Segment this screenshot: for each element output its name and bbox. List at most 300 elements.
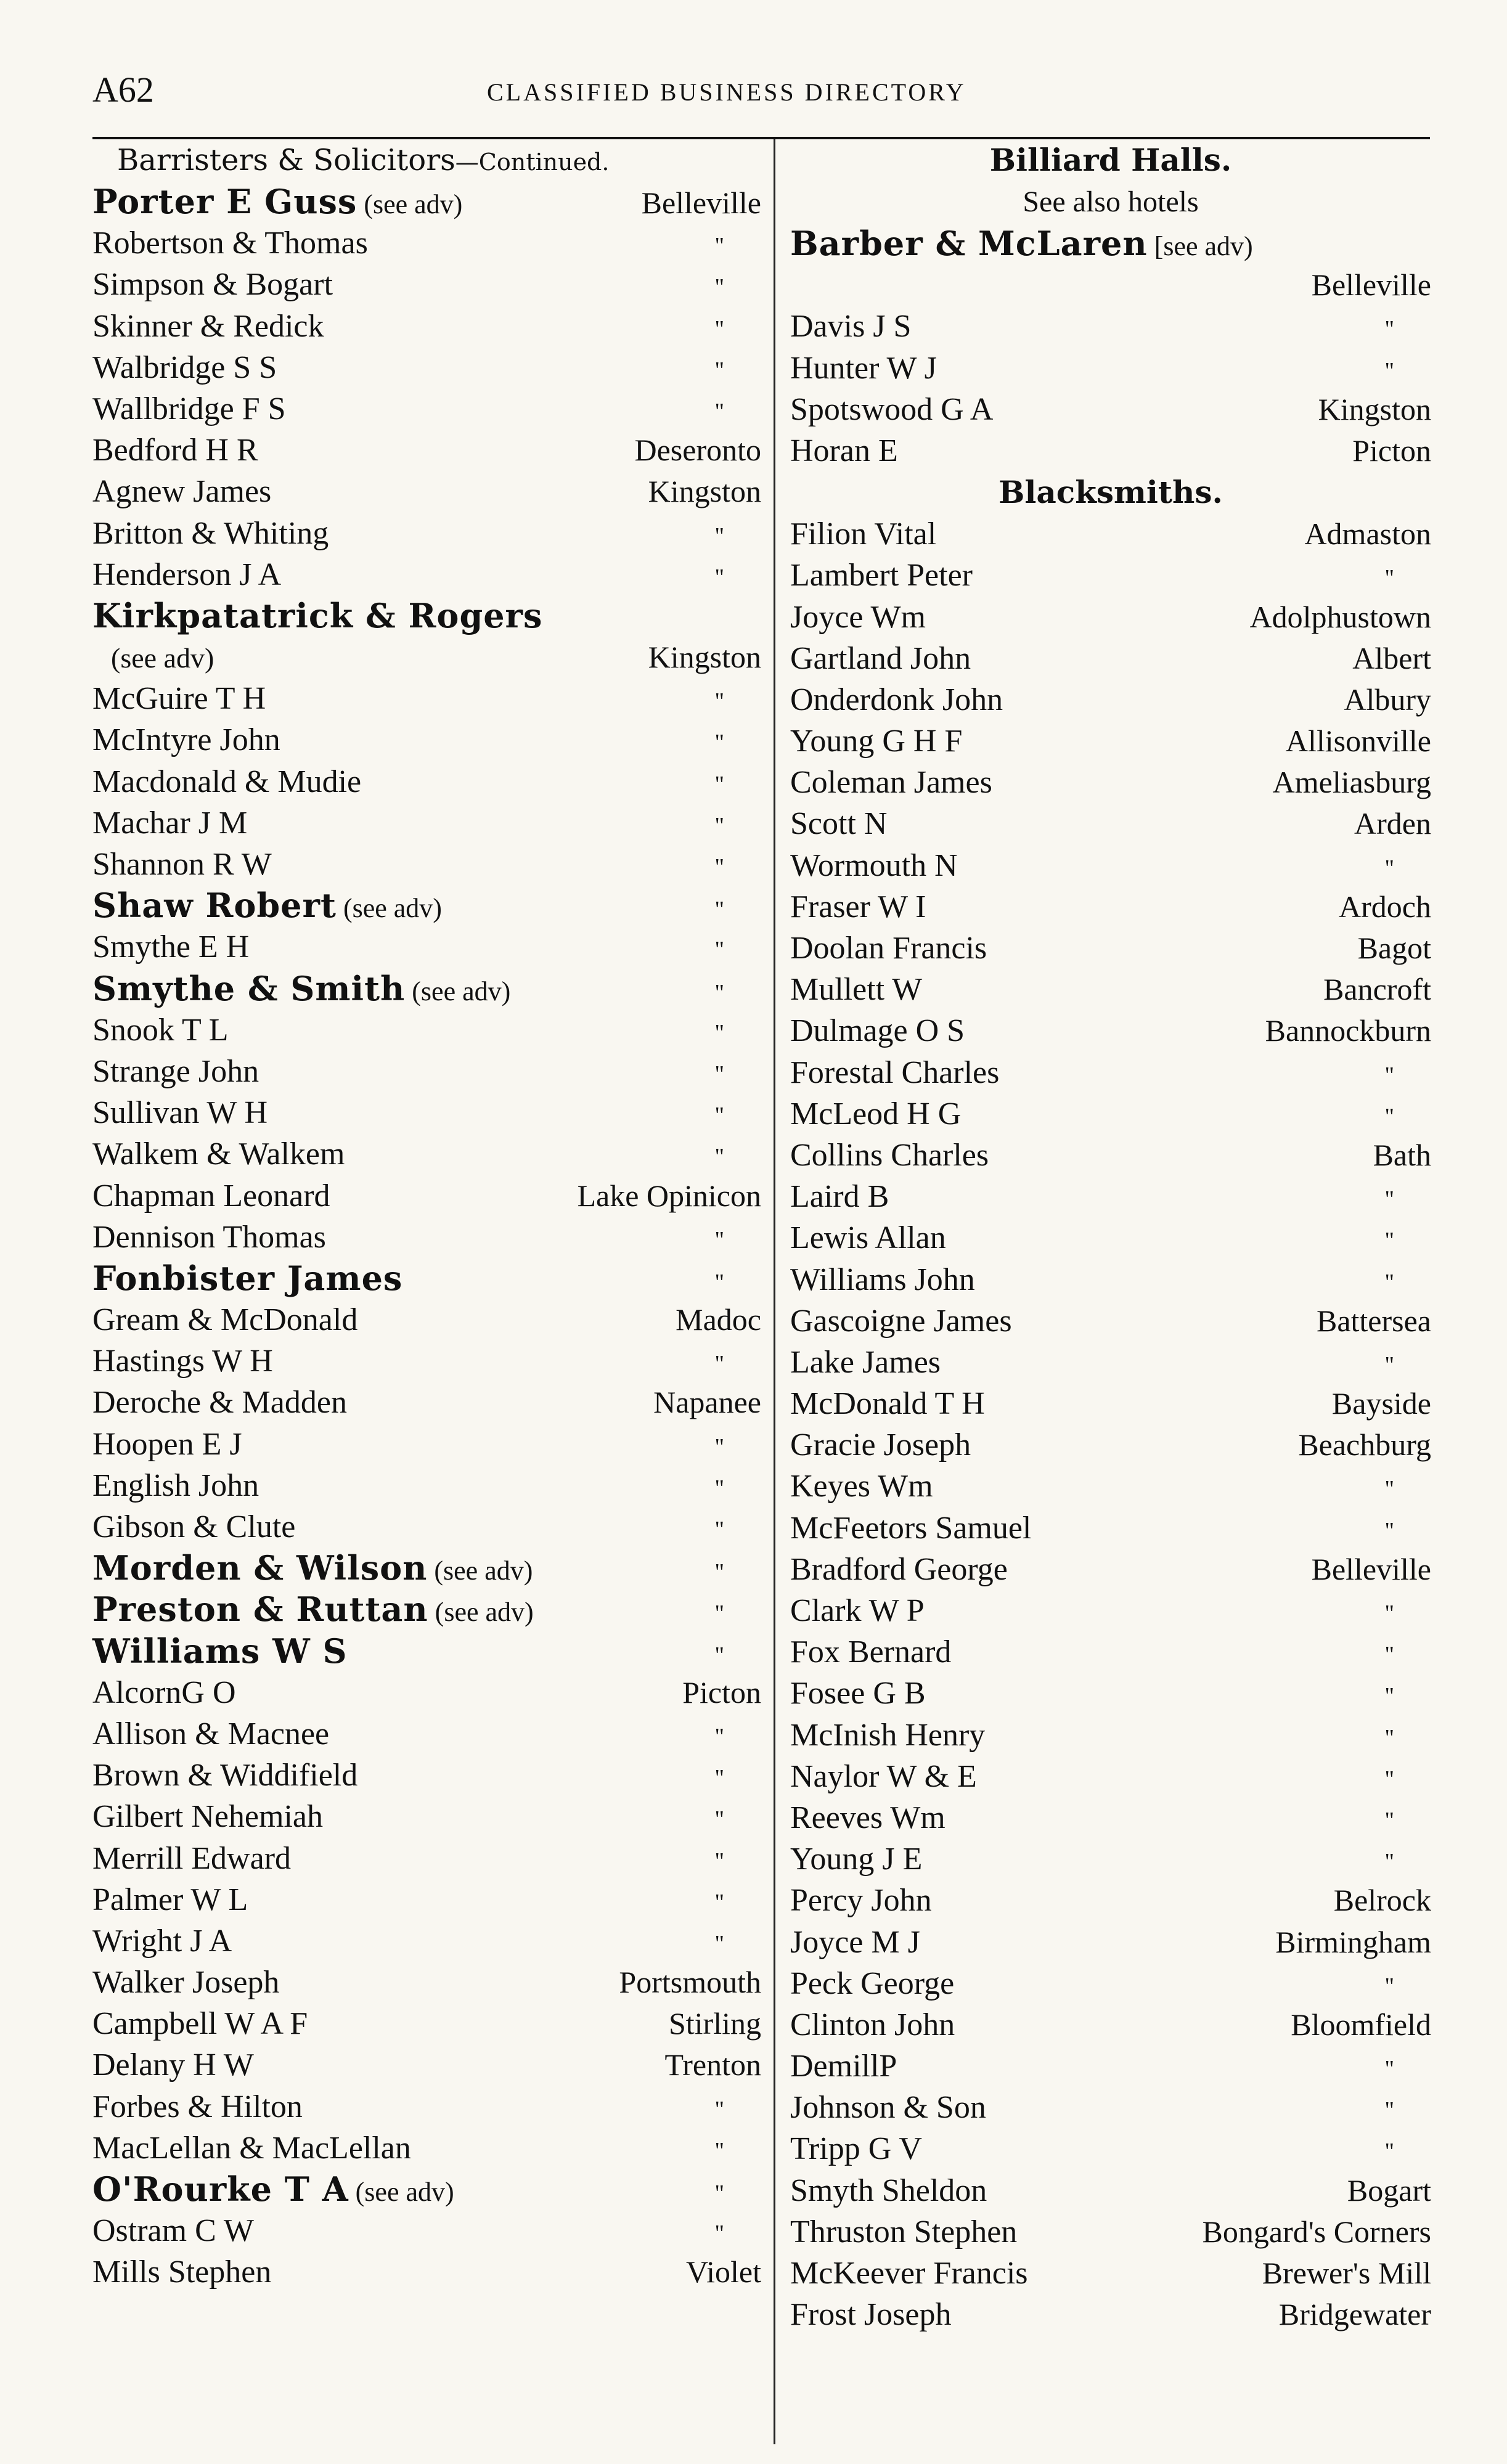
list-item — [790, 348, 1431, 389]
entry-location: " — [1384, 316, 1394, 343]
entry-location: Bongard's Corners — [1202, 2214, 1431, 2249]
list-item — [92, 1548, 761, 1589]
list-item — [790, 1963, 1431, 2004]
entry-name: Scott N — [790, 806, 888, 842]
entry-name: Deroche & Madden — [92, 1385, 347, 1421]
list-item — [92, 513, 761, 554]
entry-name: Davis J S — [790, 309, 912, 345]
entry-name: (see adv) — [111, 642, 214, 674]
entry-location: Belleville — [641, 186, 761, 220]
entry-location: " — [714, 937, 724, 963]
entry-name: Clinton John — [790, 2007, 955, 2042]
entry-name: McFeetors Samuel — [790, 1510, 1032, 1546]
entry-name: Williams W S — [92, 1631, 348, 1671]
list-item — [92, 430, 761, 471]
entry-location: Ardoch — [1339, 889, 1431, 924]
entry-name: Preston & Ruttan (see adv) — [92, 1589, 534, 1630]
list-item — [92, 802, 761, 844]
list-item — [92, 2044, 761, 2086]
running-title: CLASSIFIED BUSINESS DIRECTORY — [487, 78, 966, 106]
entry-name: Peck George — [790, 1965, 955, 2001]
entry-location: Birmingham — [1275, 1924, 1431, 1959]
entry-name: Joyce M J — [790, 1924, 920, 1960]
entry-name: DemillP — [790, 2049, 897, 2084]
entry-location: " — [1384, 1103, 1394, 1130]
entry-location: " — [714, 1517, 724, 1543]
entry-name: English John — [92, 1467, 259, 1503]
entry-name: Bradford George — [790, 1551, 1008, 1587]
entry-name: Lambert Peter — [790, 558, 973, 594]
entry-name: Dulmage O S — [790, 1013, 965, 1049]
entry-location: " — [714, 523, 724, 549]
entry-name: Wormouth N — [790, 847, 958, 883]
entry-location: " — [714, 357, 724, 383]
entry-location: " — [714, 1226, 724, 1253]
list-item — [790, 762, 1431, 803]
entry-name: Simpson & Bogart — [92, 267, 333, 303]
entry-name: Smythe E H — [92, 929, 250, 965]
entry-name: Thruston Stephen — [790, 2214, 1018, 2250]
list-item — [92, 844, 761, 885]
list-item — [92, 1506, 761, 1548]
entry-name: Wallbridge F S — [92, 391, 286, 426]
entry-location: " — [714, 1930, 724, 1957]
list-item — [92, 347, 761, 388]
entry-location: Bridgewater — [1278, 2297, 1431, 2332]
list-item — [92, 1299, 761, 1340]
entry-name: Shannon R W — [92, 847, 272, 882]
list-item — [92, 719, 761, 761]
entry-location: " — [714, 979, 724, 1006]
blacksmiths-list — [790, 513, 1431, 2335]
see-adv-note: (see adv) — [405, 976, 511, 1006]
entry-location: " — [714, 1269, 724, 1295]
list-item — [92, 554, 761, 595]
entry-name: Young G H F — [790, 724, 963, 759]
entry-location: Trenton — [664, 2047, 761, 2083]
entry-name: Delany H W — [92, 2047, 254, 2083]
entry-location: Kingston — [1318, 391, 1431, 426]
entry-location: " — [1384, 2097, 1394, 2124]
entry-location: " — [714, 1351, 724, 1377]
list-item — [92, 968, 761, 1010]
list-item — [790, 223, 1431, 264]
list-item — [92, 2210, 761, 2251]
list-item — [92, 1258, 761, 1299]
entry-name: MacLellan & MacLellan — [92, 2130, 411, 2166]
entry-name: Robertson & Thomas — [92, 226, 368, 261]
entry-name: Hastings W H — [92, 1344, 273, 1379]
list-item — [92, 181, 761, 222]
entry-location: " — [714, 1019, 724, 1046]
entry-location: " — [714, 1723, 724, 1750]
list-item — [92, 1879, 761, 1920]
entry-location: Beachburg — [1298, 1427, 1431, 1462]
entry-location: Deseronto — [634, 433, 761, 468]
list-item — [790, 1797, 1431, 1838]
entry-location: " — [1384, 357, 1394, 384]
entry-location: " — [714, 2221, 724, 2247]
entry-name: Walkem & Walkem — [92, 1136, 345, 1172]
list-item — [92, 1962, 761, 2003]
list-item — [790, 1010, 1431, 1051]
entry-location: " — [714, 1103, 724, 1129]
entry-name: Young J E — [790, 1842, 923, 1877]
entry-location: Albury — [1344, 682, 1431, 717]
entry-name: Ostram C W — [92, 2213, 254, 2249]
list-item — [92, 2086, 761, 2127]
list-item — [92, 1589, 761, 1630]
entry-name: Smythe & Smith (see adv) — [92, 968, 511, 1008]
entry-name: Morden & Wilson (see adv) — [92, 1548, 533, 1588]
entry-name: Reeves Wm — [790, 1800, 945, 1835]
entry-name: McLeod H G — [790, 1096, 962, 1132]
list-item — [790, 555, 1431, 596]
entry-name: Hoopen E J — [92, 1426, 242, 1462]
entry-name: Fox Bernard — [790, 1634, 952, 1670]
entry-name: Sullivan W H — [92, 1095, 268, 1131]
entry-name: Allison & Macnee — [92, 1716, 330, 1752]
list-item — [92, 2169, 761, 2210]
entry-location: " — [714, 1889, 724, 1915]
entry-location: " — [714, 1061, 724, 1087]
list-item — [92, 388, 761, 430]
column-divider — [774, 139, 775, 2444]
entry-name: Strange John — [92, 1053, 259, 1089]
entry-name: Gilbert Nehemiah — [92, 1799, 323, 1835]
entry-location: Bloomfield — [1291, 2007, 1431, 2042]
entry-location: " — [1384, 565, 1394, 592]
list-item — [790, 389, 1431, 430]
entry-location: Bagot — [1357, 931, 1431, 965]
list-item — [92, 1010, 761, 1051]
page-number: A62 — [92, 70, 154, 110]
list-item — [92, 2003, 761, 2044]
entry-location: " — [1384, 1724, 1394, 1751]
section-heading-billiard-halls: Billiard Halls. — [989, 142, 1232, 178]
entry-location: " — [714, 812, 724, 839]
list-item — [92, 1133, 761, 1175]
list-item — [790, 2211, 1431, 2253]
entry-location: Belleville — [1311, 1551, 1431, 1586]
entry-name: Forbes & Hilton — [92, 2089, 303, 2124]
entry-location: " — [1384, 1807, 1394, 1834]
entry-location: Napanee — [653, 1385, 761, 1420]
entry-location: Brewer's Mill — [1262, 2256, 1431, 2290]
entry-name: Snook T L — [92, 1012, 229, 1048]
entry-name: Keyes Wm — [790, 1469, 933, 1504]
entry-location: " — [1384, 2056, 1394, 2083]
list-item — [790, 430, 1431, 471]
entry-name: Brown & Widdifield — [92, 1758, 358, 1793]
entry-name: McDonald T H — [790, 1386, 985, 1422]
list-item — [92, 1920, 761, 1962]
list-item — [92, 1465, 761, 1506]
entry-name: AlcornG O — [92, 1675, 236, 1710]
list-item — [790, 1424, 1431, 1466]
list-item — [790, 1217, 1431, 1259]
entry-name: Smyth Sheldon — [790, 2172, 987, 2208]
list-item — [92, 885, 761, 926]
list-item — [790, 1631, 1431, 1673]
list-item — [790, 1300, 1431, 1342]
page-header — [92, 69, 1430, 124]
list-item — [790, 1880, 1431, 1921]
entry-name: Skinner & Redick — [92, 308, 324, 344]
list-item — [790, 2170, 1431, 2211]
billiard-halls-list — [790, 223, 1431, 471]
entry-name: Shaw Robert (see adv) — [92, 886, 442, 926]
entry-location: Portsmouth — [619, 1965, 761, 2000]
entry-location: " — [1384, 1352, 1394, 1378]
list-item — [790, 1093, 1431, 1135]
entry-location: " — [1384, 1517, 1394, 1544]
list-item — [790, 720, 1431, 762]
entry-location: Picton — [682, 1675, 761, 1710]
entry-location: " — [714, 564, 724, 590]
see-adv-note: (see adv) — [428, 1597, 534, 1628]
entry-name: Lewis Allan — [790, 1220, 946, 1256]
list-item — [790, 2128, 1431, 2169]
list-item — [92, 1796, 761, 1837]
entry-name: Gream & McDonald — [92, 1302, 358, 1338]
entry-location: Violet — [686, 2254, 761, 2290]
entry-name: Dennison Thomas — [92, 1219, 326, 1255]
entry-location: Ameliasburg — [1272, 765, 1431, 800]
entry-name: Williams John — [790, 1262, 975, 1297]
entry-name: Frost Joseph — [790, 2297, 952, 2333]
list-item — [92, 1838, 761, 1879]
list-item — [790, 886, 1431, 928]
entry-location: Arden — [1354, 806, 1431, 841]
entry-location: " — [714, 1765, 724, 1792]
list-item — [92, 1424, 761, 1465]
entry-location: " — [1384, 1476, 1394, 1503]
entry-location: Bogart — [1347, 2172, 1431, 2208]
list-item — [790, 2004, 1431, 2046]
entry-location: Albert — [1352, 640, 1431, 675]
entry-location: Kingston — [648, 640, 761, 675]
entry-location: Madoc — [676, 1302, 761, 1337]
list-item — [790, 1715, 1431, 1756]
entry-name: Mills Stephen — [92, 2254, 272, 2290]
list-item — [790, 1342, 1431, 1383]
entry-name: Johnson & Son — [790, 2090, 986, 2126]
entry-name: Fonbister James — [92, 1258, 403, 1298]
entry-name: O'Rourke T A (see adv) — [92, 2169, 454, 2209]
entry-name: McKeever Francis — [790, 2256, 1028, 2291]
entry-name: Wright J A — [92, 1923, 232, 1959]
entry-location: " — [714, 316, 724, 342]
entry-name: Bedford H R — [92, 433, 258, 468]
entry-location: " — [714, 2180, 724, 2206]
list-item — [790, 1383, 1431, 1424]
entry-location: " — [714, 730, 724, 756]
section-heading-barristers — [92, 139, 761, 181]
list-item — [790, 2253, 1431, 2294]
list-item — [92, 1631, 761, 1672]
list-item — [92, 1175, 761, 1217]
entry-name: Tripp G V — [790, 2131, 922, 2167]
entry-name: Fosee G B — [790, 1676, 926, 1711]
list-item — [790, 1135, 1431, 1176]
list-item — [92, 2251, 761, 2293]
entry-name: Mullett W — [790, 972, 923, 1008]
list-item — [790, 1590, 1431, 1631]
list-item — [790, 1756, 1431, 1797]
entry-name: Machar J M — [92, 805, 248, 841]
see-adv-note: (see adv) — [336, 893, 442, 924]
entry-location: " — [1384, 1228, 1394, 1254]
entry-location: Lake Opinicon — [577, 1178, 761, 1213]
entry-location: " — [1384, 1683, 1394, 1710]
entry-location: Bath — [1373, 1137, 1431, 1172]
entry-name: Clark W P — [790, 1593, 925, 1628]
entry-location: " — [714, 1434, 724, 1460]
list-item — [92, 595, 761, 637]
entry-location: " — [1384, 1062, 1394, 1088]
list-item — [92, 1382, 761, 1423]
entry-location: Belleville — [1311, 267, 1431, 303]
barristers-list — [92, 181, 761, 2293]
entry-name: Macdonald & Mudie — [92, 764, 362, 799]
list-item — [790, 969, 1431, 1010]
entry-location: Adolphustown — [1249, 599, 1431, 634]
entry-name: Merrill Edward — [92, 1840, 292, 1876]
list-item — [790, 1052, 1431, 1093]
entry-location: " — [714, 1144, 724, 1170]
see-adv-note: (see adv) — [357, 189, 463, 219]
list-item — [790, 1259, 1431, 1300]
list-item — [790, 306, 1431, 347]
entry-location: " — [1384, 855, 1394, 881]
list-item — [790, 2046, 1431, 2087]
entry-location: " — [714, 1559, 724, 1586]
list-item — [790, 1922, 1431, 1963]
list-item — [790, 264, 1431, 306]
entry-name: Gibson & Clute — [92, 1509, 296, 1544]
entry-name: Barber & McLaren [see adv) — [790, 224, 1253, 263]
list-item — [92, 637, 761, 678]
section-name: Barristers & Solicitors — [117, 143, 455, 177]
entry-location: Battersea — [1316, 1303, 1431, 1338]
list-item — [92, 264, 761, 305]
entry-location: Belrock — [1333, 1883, 1431, 1918]
entry-name: Filion Vital — [790, 516, 937, 552]
see-adv-note: (see adv) — [348, 2177, 454, 2207]
list-item — [790, 1549, 1431, 1590]
list-item — [92, 222, 761, 264]
entry-location: " — [714, 854, 724, 880]
entry-name: Porter E Guss (see adv) — [92, 182, 463, 221]
entry-name: Gracie Joseph — [790, 1427, 971, 1463]
entry-name: Kirkpatatrick & Rogers — [92, 595, 543, 635]
entry-name: Palmer W L — [92, 1882, 248, 1917]
entry-location: " — [1384, 1269, 1394, 1295]
entry-name: Laird B — [790, 1179, 889, 1215]
list-item — [790, 2087, 1431, 2128]
entry-location: " — [714, 1642, 724, 1668]
entry-location: " — [714, 2096, 724, 2123]
list-item — [92, 1340, 761, 1382]
list-item — [92, 1713, 761, 1755]
entry-location: Admaston — [1304, 516, 1431, 552]
entry-location: " — [714, 1601, 724, 1627]
see-also-note: See also hotels — [1023, 186, 1199, 218]
entry-name: Agnew James — [92, 474, 272, 510]
list-item — [92, 2127, 761, 2169]
entry-location: " — [714, 2137, 724, 2164]
entry-name: Campbell W A F — [92, 2006, 308, 2042]
entry-name: Gascoigne James — [790, 1303, 1012, 1339]
entry-name: Joyce Wm — [790, 599, 926, 635]
entry-location: " — [714, 274, 724, 301]
list-item — [790, 1466, 1431, 1507]
entry-name: Walker Joseph — [92, 1965, 280, 2001]
section-suffix: —Continued. — [455, 149, 610, 176]
list-item — [790, 638, 1431, 679]
entry-name: Naylor W & E — [790, 1758, 977, 1794]
entry-location: " — [1384, 2139, 1394, 2165]
entry-location: " — [1384, 1849, 1394, 1875]
left-column — [92, 139, 761, 2293]
entry-name: Coleman James — [790, 765, 992, 801]
entry-location: Bancroft — [1323, 972, 1431, 1007]
entry-location: " — [1384, 1601, 1394, 1626]
see-adv-note: (see adv) — [427, 1556, 533, 1586]
entry-location: " — [714, 688, 724, 715]
entry-name: Fraser W I — [790, 889, 926, 924]
list-item — [790, 928, 1431, 969]
entry-name: McIntyre John — [92, 722, 280, 758]
list-item — [790, 803, 1431, 844]
entry-location: Picton — [1352, 433, 1431, 468]
entry-name: Hunter W J — [790, 350, 937, 386]
list-item — [92, 1217, 761, 1258]
entry-name: Percy John — [790, 1883, 932, 1919]
list-item — [790, 1176, 1431, 1217]
list-item — [790, 845, 1431, 886]
entry-name: Forestal Charles — [790, 1055, 1000, 1090]
list-item — [790, 1673, 1431, 1714]
entry-name: Walbridge S S — [92, 349, 277, 385]
entry-location: " — [1384, 1973, 1394, 1999]
entry-location: " — [714, 1848, 724, 1874]
entry-location: " — [714, 771, 724, 798]
entry-location: " — [714, 1475, 724, 1501]
entry-name: Doolan Francis — [790, 931, 987, 966]
entry-name: Collins Charles — [790, 1137, 989, 1173]
entry-location: " — [1384, 1642, 1394, 1668]
list-item — [92, 306, 761, 347]
entry-name: Horan E — [790, 433, 898, 468]
entry-name: Spotswood G A — [790, 391, 994, 427]
list-item — [92, 678, 761, 719]
entry-name: Chapman Leonard — [92, 1178, 330, 1214]
list-item — [92, 471, 761, 512]
list-item — [92, 926, 761, 968]
list-item — [790, 679, 1431, 720]
entry-location: Bannockburn — [1265, 1013, 1431, 1048]
list-item — [790, 1507, 1431, 1549]
entry-name: Gartland John — [790, 640, 971, 676]
entry-name: McInish Henry — [790, 1717, 986, 1753]
list-item — [790, 2294, 1431, 2335]
list-item — [790, 597, 1431, 638]
entry-name: Henderson J A — [92, 557, 282, 592]
entry-name: Britton & Whiting — [92, 515, 329, 551]
entry-location: " — [714, 398, 724, 425]
